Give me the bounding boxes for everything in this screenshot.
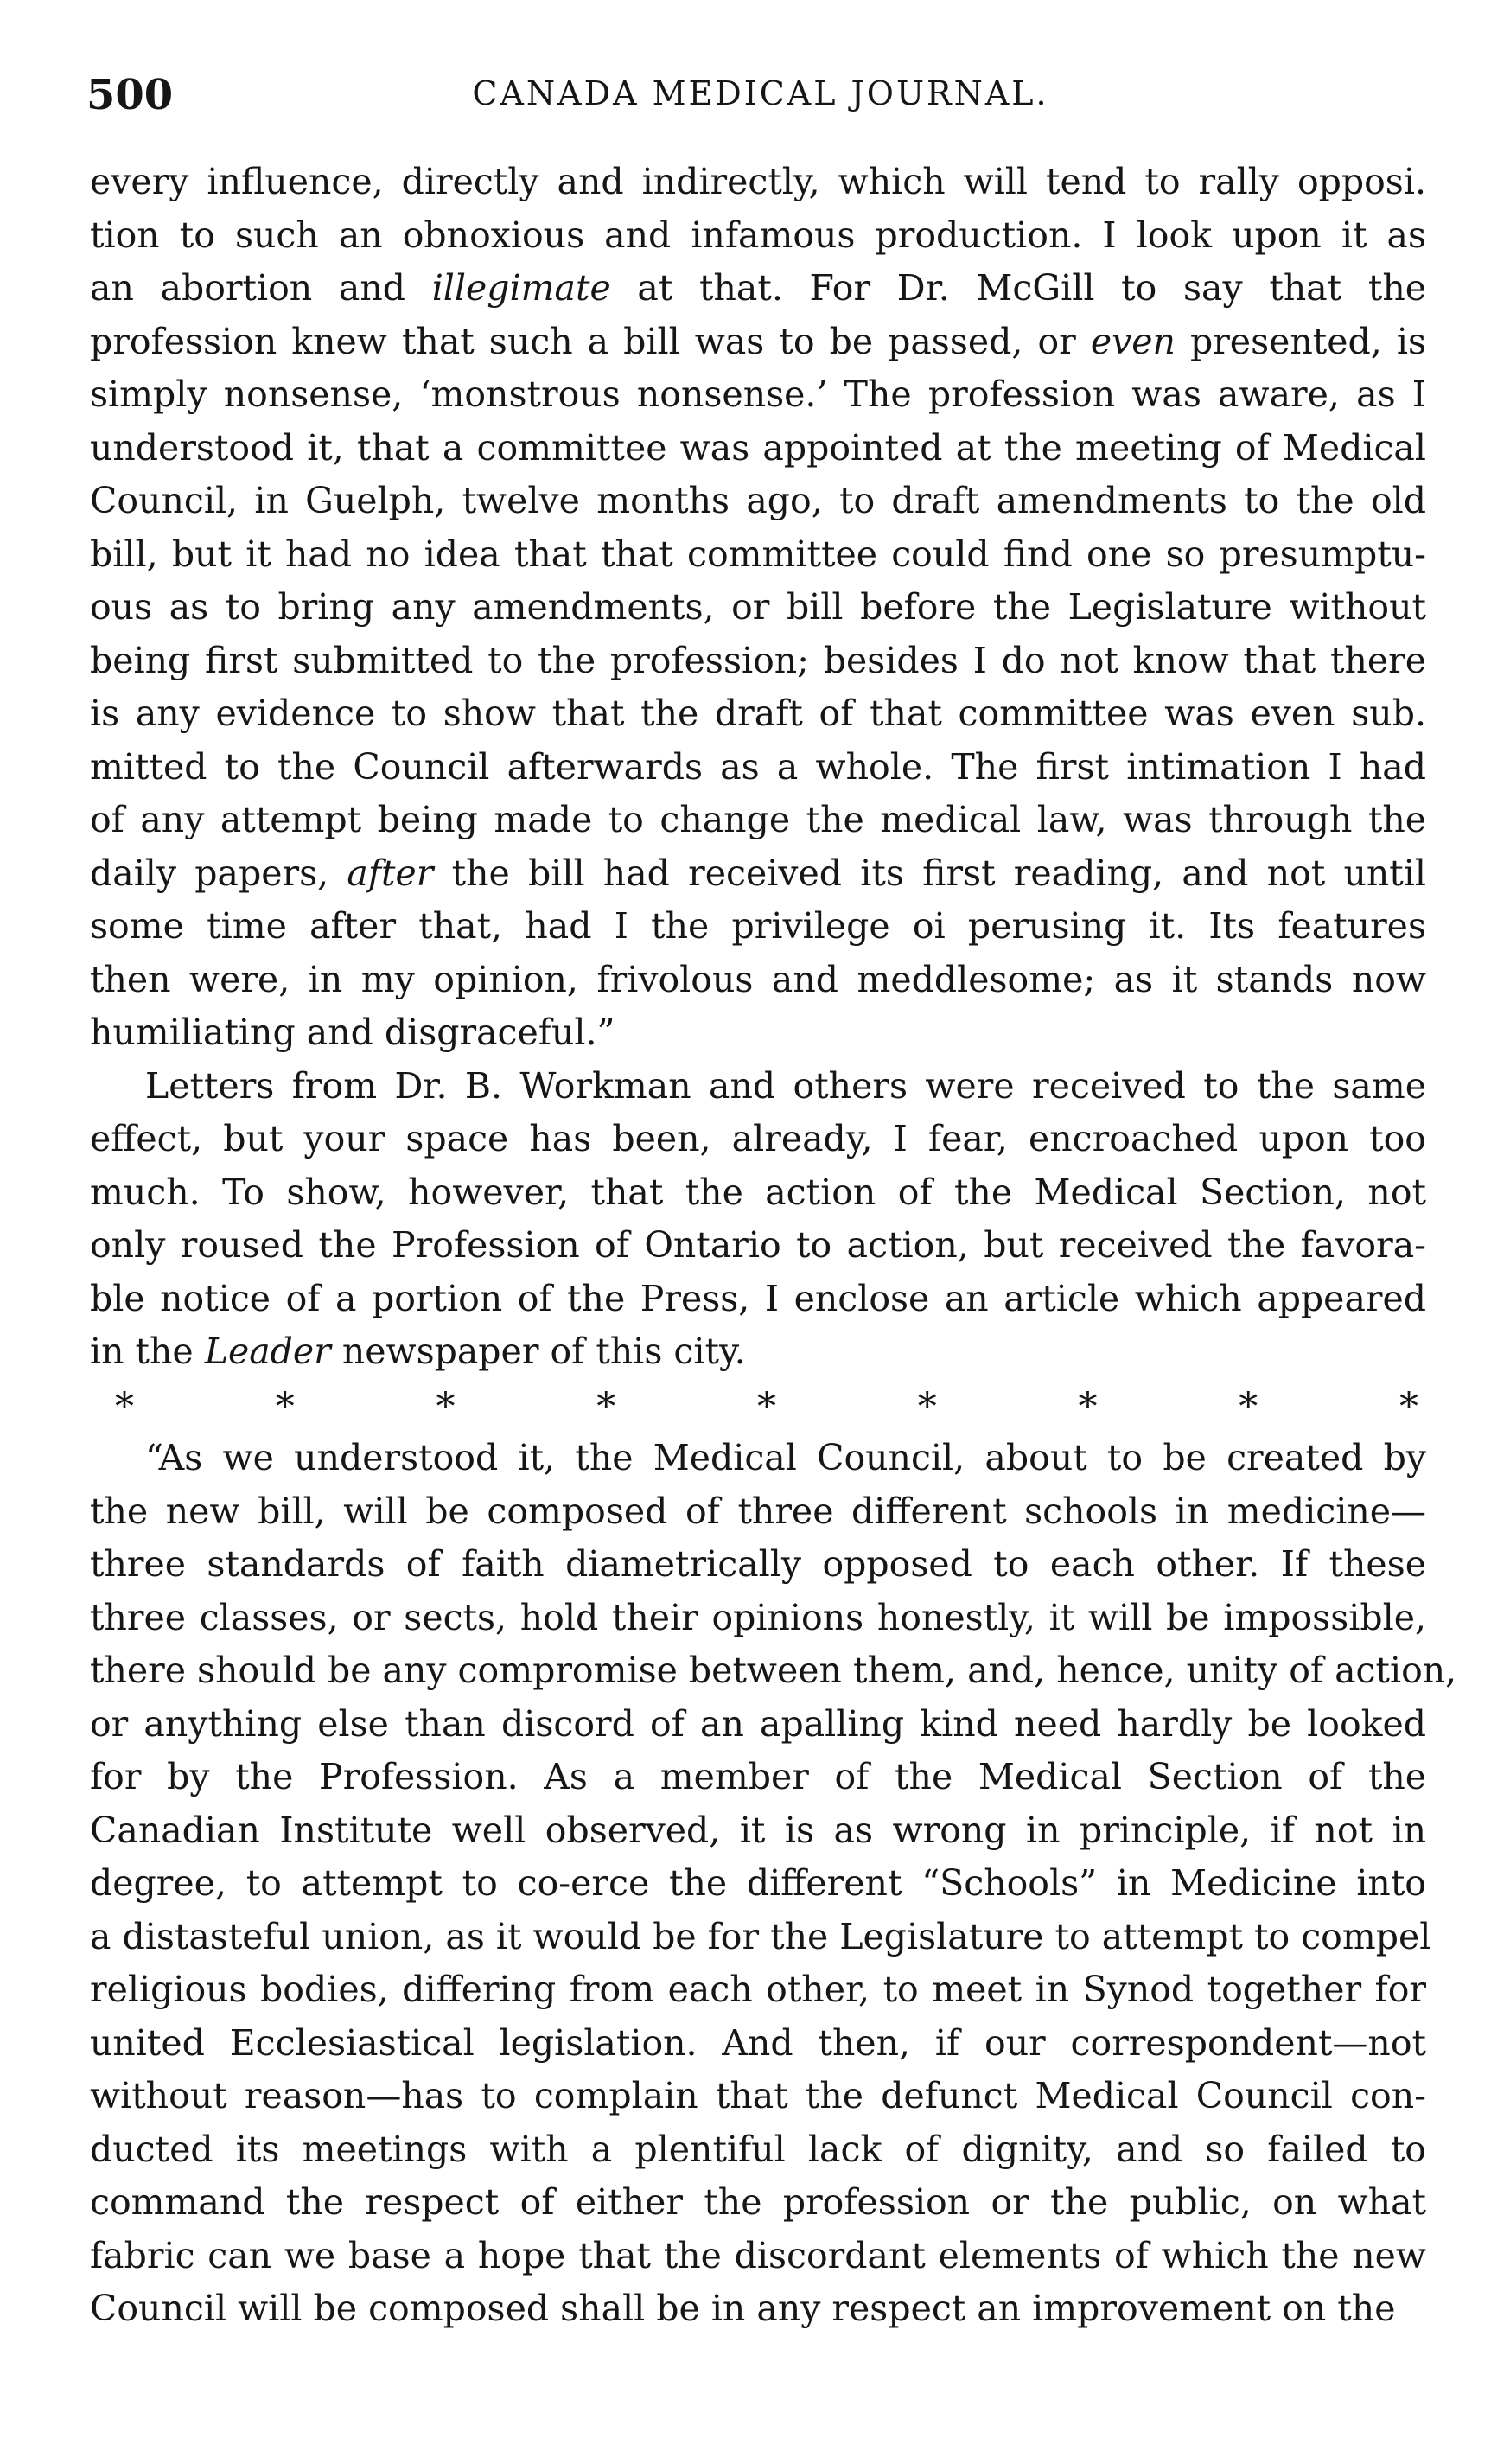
para1-line: tion to such an obnoxious and infamous production. I look upon it as (90, 214, 1426, 256)
para3-line: three standards of faith diametrically opposed to each other. If these (90, 1543, 1426, 1585)
para2-line: effect, but your space has been, already, I fear, encroached upon too (90, 1118, 1426, 1159)
para2-line: much. To show, however, that the action of the Medical Section, not (90, 1171, 1426, 1213)
page-number: 500 (86, 71, 174, 119)
para3-line: Council will be composed shall be in any respect an improvement on the (90, 2288, 1396, 2329)
para3-line: for by the Profession. As a member of the Medical Section of the (90, 1756, 1426, 1797)
asterisk: * (436, 1384, 456, 1429)
para1-line (90, 316, 1426, 369)
para1-line: humiliating and disgraceful.” (90, 1012, 615, 1053)
para3-line: religious bodies, differing from each other, to meet in Synod together for (90, 1969, 1426, 2010)
text-segment: the bill had received its first reading, and not until (433, 852, 1427, 894)
para3-line: there should be any compromise between them, and, hence, unity of action, (90, 1650, 1457, 1691)
para1-line (90, 262, 1426, 316)
italic-text: after (347, 852, 434, 894)
asterisk: * (1239, 1384, 1258, 1429)
para3-line: a distasteful union, as it would be for the Legislature to attempt to compel (90, 1915, 1431, 1957)
running-head: CANADA MEDICAL JOURNAL. (472, 74, 1049, 112)
text-segment: presented, is (1175, 320, 1426, 362)
page-header (86, 66, 1435, 126)
para1-line: simply nonsense, ‘monstrous nonsense.’ The profession was aware, as I (90, 373, 1426, 415)
para2-line (90, 1325, 1426, 1379)
para1-line: every influence, directly and indirectly, which will tend to rally opposi. (90, 161, 1426, 202)
para3-line: ducted its meetings with a plentiful lack of dignity, and so failed to (90, 2128, 1426, 2170)
para3-line: three classes, or sects, hold their opinions honestly, it will be impossible, (90, 1596, 1426, 1638)
italic-text: even (1090, 320, 1176, 362)
asterisk: * (917, 1384, 937, 1429)
para1-line: mitted to the Council afterwards as a whole. The first intimation I had (90, 745, 1426, 788)
para1-line: is any evidence to show that the draft of that committee was even sub. (90, 693, 1426, 734)
section-separator (90, 1379, 1426, 1433)
para3-line: “As we understood it, the Medical Council, about to be created by (145, 1437, 1426, 1478)
para1-line: bill, but it had no idea that that committee could find one so presumptu- (90, 533, 1426, 575)
asterisk: * (1399, 1384, 1418, 1429)
asterisk: * (115, 1384, 134, 1429)
para3-line: Canadian Institute well observed, it is as wrong in principle, if not in (90, 1809, 1426, 1851)
asterisk: * (275, 1384, 295, 1429)
text-segment: at that. For Dr. McGill to say that the (610, 267, 1426, 309)
text-segment: in the (90, 1331, 205, 1372)
para3-line: united Ecclesiastical legislation. And then, if our correspondent—not (90, 2021, 1426, 2064)
asterisk: * (757, 1384, 776, 1429)
text-segment: an abortion and (90, 267, 432, 309)
para1-line: of any attempt being made to change the medical law, was through the (90, 799, 1426, 840)
asterisk: * (1078, 1384, 1098, 1429)
para2-line: Letters from Dr. B. Workman and others were received to the same (145, 1064, 1426, 1107)
para2-line: ble notice of a portion of the Press, I enclose an article which appeared (90, 1277, 1426, 1319)
para3-line: command the respect of either the profession or the public, on what (90, 2181, 1426, 2223)
para1-line: understood it, that a committee was appointed at the meeting of Medical (90, 426, 1426, 469)
text-segment: profession knew that such a bill was to be passed, or (90, 320, 1091, 362)
para3-line: fabric can we base a hope that the discordant elements of which the new (90, 2234, 1426, 2276)
para3-line: without reason—has to complain that the defunct Medical Council con- (90, 2075, 1426, 2116)
text-segment: newspaper of this city. (330, 1331, 746, 1372)
para3-line: the new bill, will be composed of three different schools in medicine— (90, 1490, 1426, 1532)
para1-line: being first submitted to the profession; besides I do not know that there (90, 639, 1426, 681)
article-body (90, 156, 1457, 2336)
para3-line: or anything else than discord of an apalling kind need hardly be looked (90, 1702, 1426, 1745)
para2-line: only roused the Profession of Ontario to action, but received the favora- (90, 1224, 1426, 1266)
para1-line: Council, in Guelph, twelve months ago, to draft amendments to the old (90, 480, 1426, 521)
para1-line: some time after that, had I the privilege oi perusing it. Its features (90, 905, 1426, 947)
para1-line: then were, in my opinion, frivolous and meddlesome; as it stands now (90, 958, 1426, 1000)
asterisk: * (596, 1384, 616, 1429)
para3-line: degree, to attempt to co-erce the different “Schools” in Medicine into (90, 1862, 1426, 1904)
text-segment: daily papers, (90, 852, 347, 894)
para1-line: ous as to bring any amendments, or bill before the Legislature without (90, 586, 1426, 628)
para1-line (90, 847, 1426, 901)
italic-text: Leader (204, 1331, 331, 1372)
italic-text: illegimate (431, 267, 611, 309)
